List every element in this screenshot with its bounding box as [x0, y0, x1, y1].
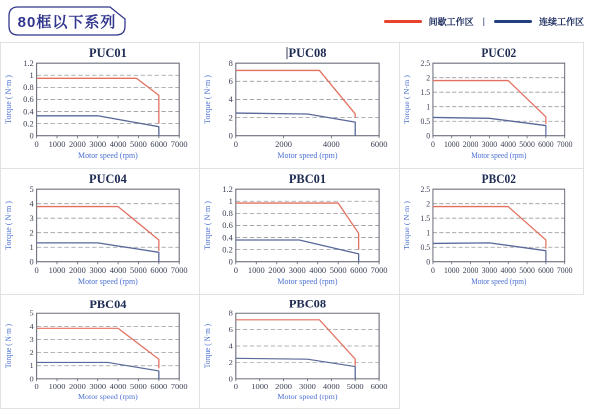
- y-axis-label: Torque ( N·m ): [202, 75, 212, 124]
- chart-title: PUC08: [288, 46, 327, 61]
- y-tick-label: 0.5: [420, 242, 431, 253]
- y-tick-label: 1: [228, 195, 233, 206]
- x-tick-label: 6000: [370, 138, 388, 149]
- x-tick-label: 6000: [350, 264, 368, 275]
- plot-frame: [37, 189, 180, 262]
- x-tick-label: 5000: [130, 382, 147, 391]
- x-tick-label: 1000: [48, 264, 66, 275]
- intermittent-zone-line: [37, 78, 159, 123]
- chart-PUC01: [1, 43, 199, 168]
- chart-title: PUC01: [89, 46, 127, 61]
- y-tick-label: 4: [228, 94, 233, 105]
- y-tick-label: 2.5: [420, 58, 431, 68]
- x-tick-label: 0: [233, 382, 238, 391]
- y-tick-label: 8: [228, 309, 233, 318]
- x-tick-label: 6000: [150, 138, 168, 149]
- y-tick-label: 3: [29, 212, 34, 223]
- x-tick-label: 2000: [462, 139, 479, 149]
- x-tick-label: 4000: [109, 264, 127, 275]
- x-tick-label: 5000: [130, 264, 147, 275]
- series-title-badge: [8, 6, 126, 36]
- x-tick-label: 2000: [462, 265, 479, 275]
- chart-cell-PUC01: [0, 43, 200, 169]
- y-tick-label: 0: [228, 130, 233, 141]
- x-tick-label: 7000: [170, 138, 188, 149]
- y-tick-label: 2: [426, 73, 431, 83]
- x-tick-label: 5000: [346, 382, 364, 391]
- legend-label-intermittent: 间歇工作区: [428, 16, 474, 27]
- chart-PBC08: [200, 295, 399, 408]
- y-tick-label: 1: [426, 228, 431, 238]
- x-tick-label: 0: [233, 264, 238, 275]
- y-tick-label: 0: [228, 256, 233, 267]
- chart-cell-PBC04: [0, 295, 200, 409]
- legend-separator: |: [482, 16, 485, 26]
- chart-title: PBC01: [288, 172, 327, 187]
- y-tick-label: 0.4: [222, 232, 233, 243]
- y-tick-label: 0: [228, 374, 233, 384]
- legend-line-continuous: [494, 20, 532, 23]
- y-tick-label: 2: [29, 348, 34, 357]
- y-tick-label: 0.6: [23, 94, 34, 105]
- plot-frame: [37, 313, 180, 379]
- y-tick-label: 0: [29, 130, 34, 141]
- y-tick-label: 5: [29, 183, 34, 194]
- y-axis-label: Torque ( N·m ): [402, 75, 412, 124]
- x-tick-label: 2000: [68, 264, 86, 275]
- x-tick-label: 3000: [299, 382, 316, 391]
- y-tick-label: 1.2: [222, 183, 233, 194]
- chart-cell-PUC08: [200, 43, 400, 169]
- y-tick-label: 4: [29, 198, 34, 209]
- y-tick-label: 2: [426, 199, 431, 209]
- x-tick-label: 1000: [48, 382, 66, 391]
- y-axis-label: Torque ( N·m ): [202, 201, 212, 250]
- y-tick-label: 1: [29, 241, 34, 252]
- x-tick-label: 1000: [443, 139, 460, 149]
- chart-PUC04: [1, 169, 199, 294]
- continuous-zone-line: [433, 243, 546, 262]
- y-tick-label: 0.6: [222, 220, 233, 231]
- x-tick-label: 0: [34, 382, 39, 391]
- y-tick-label: 4: [228, 341, 233, 351]
- x-tick-label: 4000: [322, 382, 340, 391]
- x-tick-label: 5000: [519, 139, 535, 149]
- x-tick-label: 0: [34, 264, 39, 275]
- y-tick-label: 1.2: [23, 57, 34, 68]
- x-tick-label: 2000: [268, 264, 286, 275]
- y-tick-label: 3: [29, 335, 34, 344]
- x-tick-label: 0: [430, 139, 435, 149]
- chart-PBC02: [400, 169, 583, 294]
- y-tick-label: 0.8: [23, 82, 34, 93]
- y-tick-label: 0.2: [222, 244, 233, 255]
- y-tick-label: 0: [426, 131, 431, 141]
- x-tick-label: 7000: [556, 139, 573, 149]
- x-tick-label: 7000: [556, 265, 573, 275]
- x-tick-label: 5000: [519, 265, 535, 275]
- x-tick-label: 4000: [309, 264, 327, 275]
- chart-title: PBC04: [89, 297, 127, 311]
- y-axis-label: Torque ( N·m ): [202, 323, 213, 369]
- y-tick-label: 0.2: [23, 118, 34, 129]
- x-tick-label: 3000: [89, 382, 107, 391]
- x-tick-label: 7000: [170, 382, 188, 391]
- legend-label-continuous: 连续工作区: [538, 16, 584, 27]
- y-axis-label: Torque ( N·m ): [3, 201, 13, 250]
- x-tick-label: 5000: [329, 264, 347, 275]
- x-tick-label: 4000: [500, 139, 516, 149]
- intermittent-zone-line: [236, 70, 355, 117]
- y-tick-label: 1: [29, 361, 34, 371]
- y-tick-label: 0: [29, 256, 34, 267]
- x-tick-label: 3000: [481, 265, 498, 275]
- x-tick-label: 1000: [247, 264, 265, 275]
- x-tick-label: 3000: [288, 264, 306, 275]
- y-tick-label: 0.5: [420, 116, 431, 127]
- y-axis-label: Torque ( N·m ): [3, 75, 13, 124]
- chart-cell-PBC02: [400, 169, 584, 295]
- x-axis-label: Motor speed (rpm): [277, 276, 338, 286]
- x-axis-label: Motor speed (rpm): [471, 276, 527, 287]
- intermittent-zone-line: [236, 203, 359, 250]
- page-title: 80框以下系列: [17, 13, 117, 31]
- y-tick-label: 1: [426, 102, 431, 112]
- page-header: [0, 0, 600, 42]
- x-tick-label: 1000: [48, 138, 66, 149]
- x-tick-label: 3000: [89, 138, 107, 149]
- continuous-zone-line: [236, 113, 355, 136]
- x-tick-label: 4000: [109, 138, 127, 149]
- continuous-zone-line: [37, 362, 159, 378]
- chart-PBC04: [1, 295, 199, 408]
- x-tick-label: 0: [34, 138, 39, 149]
- x-axis-label: Motor speed (rpm): [471, 150, 527, 161]
- y-tick-label: 2.5: [420, 184, 431, 194]
- chart-cell-PBC08: [200, 295, 400, 409]
- y-tick-label: 0.4: [23, 106, 34, 117]
- chart-title: PUC02: [481, 45, 517, 61]
- x-tick-label: 0: [233, 138, 238, 149]
- y-tick-label: 2: [29, 227, 34, 238]
- y-tick-label: 6: [228, 325, 233, 334]
- chart-PUC02: [400, 43, 583, 168]
- y-tick-label: 5: [29, 308, 34, 318]
- x-tick-label: 0: [430, 265, 435, 275]
- y-tick-label: 1: [29, 69, 34, 80]
- x-tick-label: 6000: [150, 382, 168, 391]
- y-tick-label: 2: [228, 112, 233, 123]
- y-tick-label: 0.8: [222, 208, 233, 219]
- chart-PBC01: [200, 169, 399, 294]
- x-tick-label: 2000: [275, 382, 293, 391]
- y-tick-label: 0: [426, 257, 431, 267]
- x-axis-label: Motor speed (rpm): [78, 150, 138, 160]
- continuous-zone-line: [37, 243, 159, 262]
- x-axis-label: Motor speed (rpm): [277, 392, 338, 401]
- chart-cell-PBC01: [200, 169, 400, 295]
- legend: [384, 15, 584, 28]
- x-tick-label: 2000: [68, 138, 86, 149]
- x-tick-label: 2000: [275, 138, 293, 149]
- x-tick-label: 6000: [538, 139, 554, 149]
- empty-cell: [400, 295, 584, 409]
- x-tick-label: 6000: [538, 265, 554, 275]
- y-tick-label: 8: [228, 57, 233, 68]
- y-tick-label: 1.5: [420, 87, 431, 98]
- x-axis-label: Motor speed (rpm): [78, 276, 138, 286]
- continuous-zone-line: [37, 116, 159, 136]
- x-tick-label: 1000: [251, 382, 269, 391]
- x-tick-label: 3000: [481, 139, 498, 149]
- charts-grid: [0, 42, 584, 409]
- y-tick-label: 2: [228, 358, 233, 367]
- x-axis-label: Motor speed (rpm): [277, 150, 338, 160]
- y-tick-label: 6: [228, 75, 233, 87]
- legend-line-intermittent: [384, 20, 422, 23]
- continuous-zone-line: [433, 117, 546, 135]
- chart-title: PUC04: [89, 172, 127, 187]
- chart-PUC08: [200, 43, 399, 168]
- y-axis-label: Torque ( N·m ): [3, 323, 13, 369]
- x-tick-label: 6000: [370, 382, 388, 391]
- y-axis-label: Torque ( N·m ): [402, 201, 412, 250]
- chart-title: PBC02: [481, 171, 516, 187]
- y-tick-label: 4: [29, 322, 34, 331]
- chart-cell-PUC04: [0, 169, 200, 295]
- x-axis-label: Motor speed (rpm): [78, 392, 138, 401]
- x-tick-label: 7000: [170, 264, 188, 275]
- y-tick-label: 0: [29, 374, 34, 384]
- x-tick-label: 4000: [500, 265, 516, 275]
- x-tick-label: 1000: [443, 265, 460, 275]
- x-tick-label: 5000: [130, 138, 147, 149]
- chart-title: PBC08: [288, 297, 327, 311]
- x-tick-label: 4000: [109, 382, 127, 391]
- x-tick-label: 4000: [322, 138, 340, 149]
- x-tick-label: 7000: [370, 264, 388, 275]
- y-tick-label: 1.5: [420, 213, 431, 224]
- chart-cell-PUC02: [400, 43, 584, 169]
- continuous-zone-line: [236, 358, 355, 379]
- x-tick-label: 3000: [89, 264, 107, 275]
- continuous-zone-line: [236, 240, 359, 262]
- x-tick-label: 2000: [68, 382, 86, 391]
- intermittent-zone-line: [37, 207, 159, 251]
- x-tick-label: 6000: [150, 264, 168, 275]
